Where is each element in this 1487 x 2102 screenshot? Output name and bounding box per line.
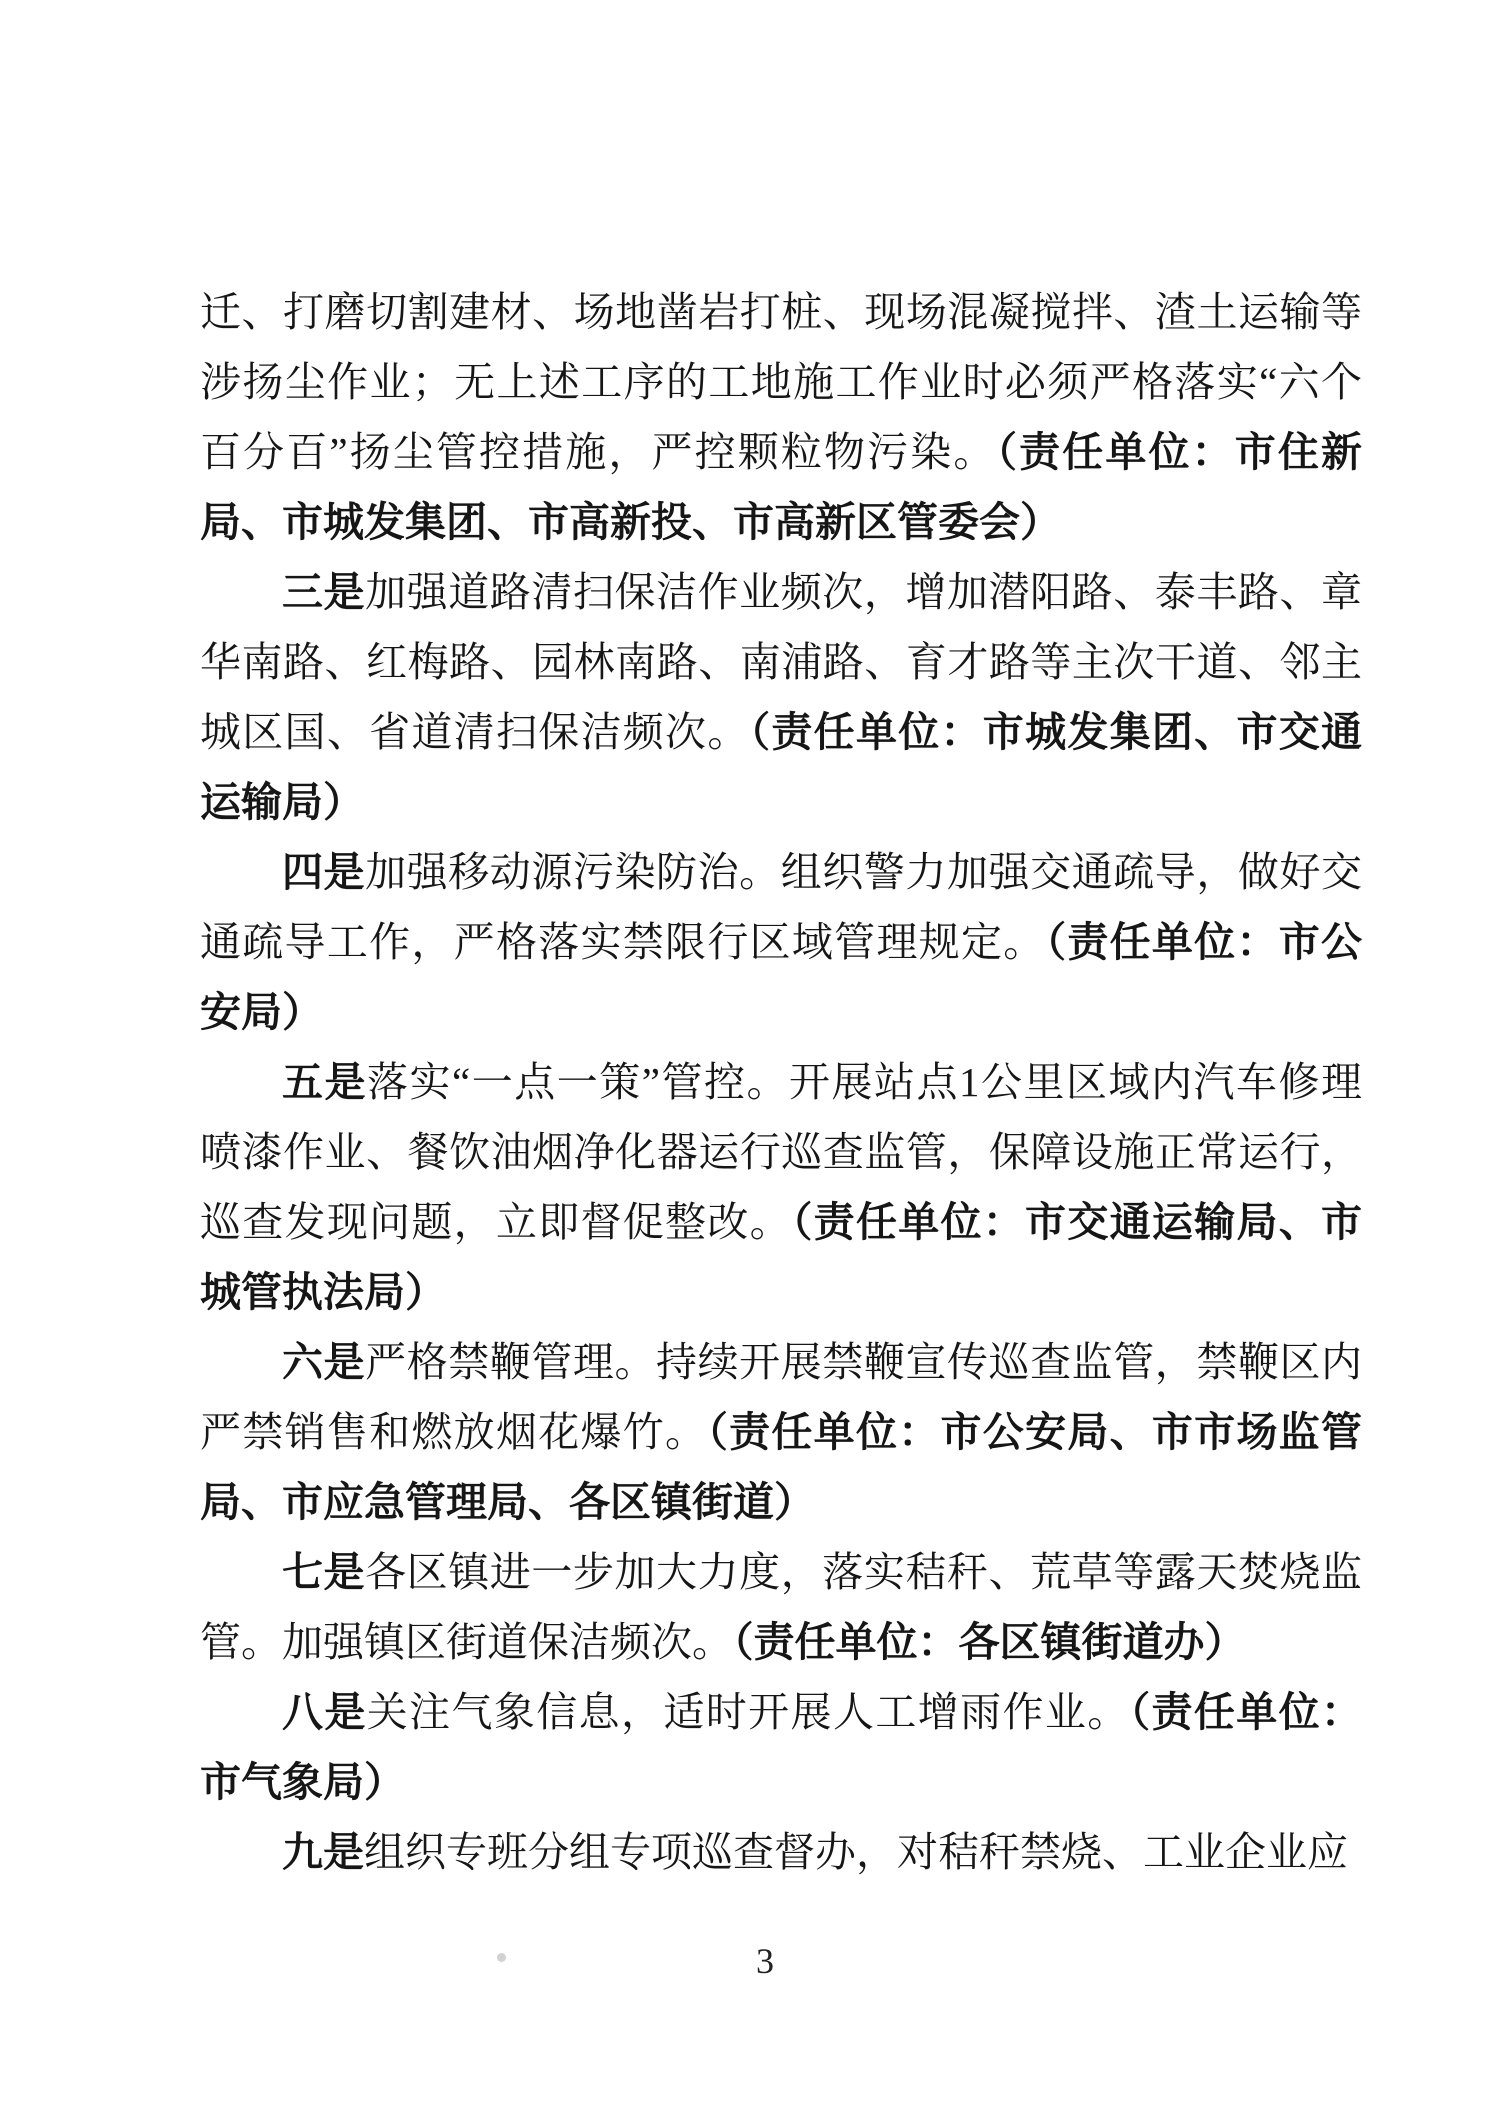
- paragraph-text: 严格禁鞭管理。持续开展禁鞭宣传巡查监管，禁鞭区内严禁销售和燃放烟花爆竹。: [200, 1339, 1363, 1455]
- document-paragraph: [200, 1677, 1362, 1817]
- responsibility-note: （责任单位：市公安局）: [200, 919, 1363, 1035]
- paragraph-text: 组织专班分组专项巡查督办，对秸秆禁烧、工业企业应: [364, 1829, 1348, 1875]
- responsibility-note: （责任单位：市住新局、市城发集团、市高新投、市高新区管委会）: [200, 429, 1363, 545]
- item-lead: 九是: [282, 1829, 364, 1875]
- item-lead: 八是: [282, 1689, 367, 1735]
- responsibility-note: （责任单位：各区镇街道办）: [733, 1619, 1246, 1665]
- document-paragraph: [200, 837, 1362, 1047]
- responsibility-note: （责任单位：市城发集团、市交通运输局）: [200, 709, 1363, 825]
- item-lead: 五是: [282, 1059, 368, 1105]
- responsibility-note: （责任单位：市交通运输局、市城管执法局）: [200, 1199, 1363, 1315]
- document-paragraph: [200, 1327, 1362, 1537]
- page-number: 3: [756, 1941, 774, 1981]
- document-paragraph: [200, 1047, 1362, 1327]
- paragraph-text: 关注气象信息，适时开展人工增雨作业。: [366, 1689, 1130, 1735]
- document-paragraph: [200, 557, 1362, 837]
- responsibility-note: （责任单位：市气象局）: [200, 1689, 1363, 1805]
- document-paragraph: [200, 1817, 1362, 1887]
- scan-artifact-dot: [497, 1953, 506, 1962]
- paragraph-text: 各区镇进一步加大力度，落实秸秆、荒草等露天焚烧监管。加强镇区街道保洁频次。: [200, 1549, 1363, 1665]
- paragraph-text: 落实“一点一策”管控。开展站点1公里区域内汽车修理喷漆作业、餐饮油烟净化器运行巡查监管，保障设施正常运行，巡查发现问题，立即督促整改。: [200, 1059, 1362, 1245]
- document-paragraph: [200, 1537, 1362, 1677]
- document-paragraph: [200, 277, 1362, 557]
- paragraph-text: 加强移动源污染防治。组织警力加强交通疏导，做好交通疏导工作，严格落实禁限行区域管理规定。: [200, 849, 1363, 965]
- paragraph-text: 加强道路清扫保洁作业频次，增加潜阳路、泰丰路、章华南路、红梅路、园林南路、南浦路、育才路等主次干道、邻主城区国、省道清扫保洁频次。: [200, 569, 1363, 755]
- paragraph-text: 迁、打磨切割建材、场地凿岩打桩、现场混凝搅拌、渣土运输等涉扬尘作业；无上述工序的工地施工作业时必须严格落实“六个百分百”扬尘管控措施，严控颗粒物污染。: [200, 289, 1362, 475]
- item-lead: 六是: [282, 1339, 366, 1385]
- item-lead: 七是: [282, 1549, 366, 1595]
- document-text-block: [200, 277, 1362, 1887]
- item-lead: 三是: [282, 569, 366, 615]
- responsibility-note: （责任单位：市公安局、市市场监管局、市应急管理局、各区镇街道）: [200, 1409, 1363, 1525]
- item-lead: 四是: [282, 849, 366, 895]
